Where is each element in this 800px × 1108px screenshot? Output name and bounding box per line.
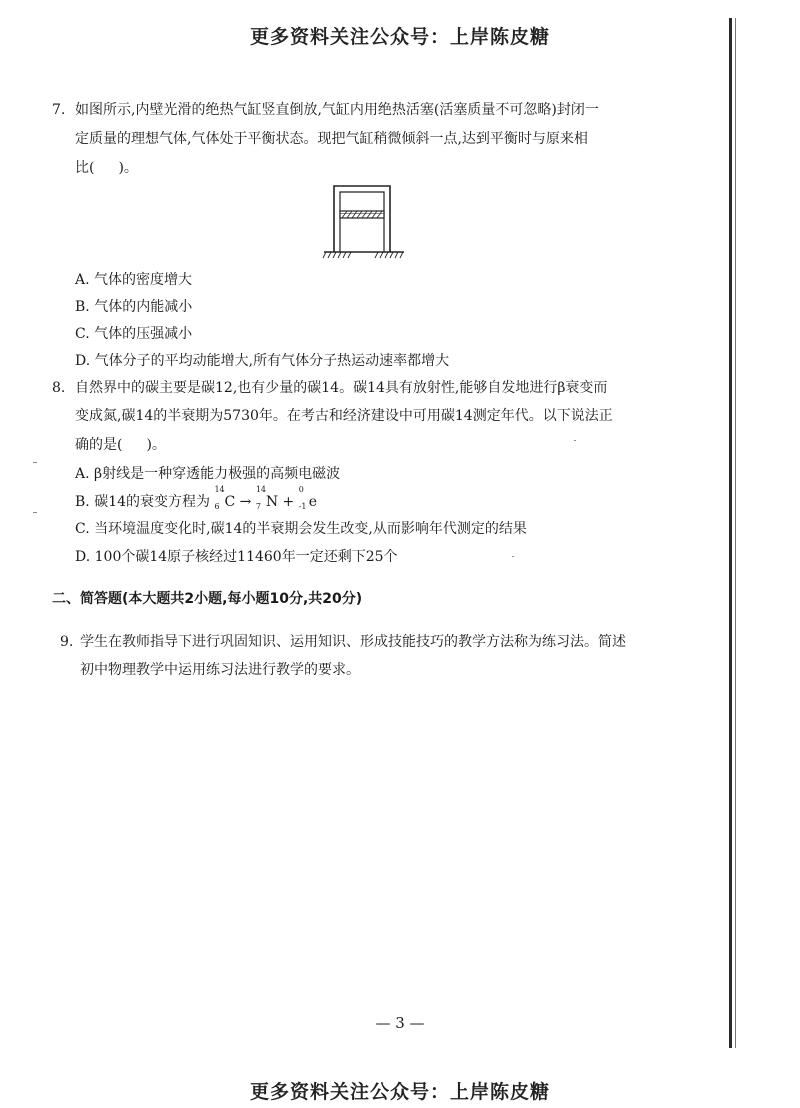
q8-option-b-text: B. 碳14的衰变方程为 (75, 494, 211, 510)
electron-nuclide: 0 -1 e (298, 485, 318, 511)
scan-speck (33, 462, 37, 463)
page-number: — 3 — (375, 1014, 425, 1032)
q8-line3 (75, 436, 166, 454)
q9-line1: 学生在教师指导下进行巩固知识、运用知识、形成技能技巧的教学方法称为练习法。简述 (80, 634, 626, 650)
bottom-banner: 更多资料关注公众号：上岸陈皮糖 (249, 1081, 550, 1103)
scan-speck (574, 440, 576, 441)
q9-line2: 初中物理教学中运用练习法进行教学的要求。 (80, 662, 360, 678)
q7-line3 (75, 159, 138, 177)
inverted-cylinder-diagram (322, 180, 406, 262)
q7-stem-open: 比( (75, 160, 95, 176)
plus-sign: + (282, 494, 295, 510)
scan-speck (33, 512, 37, 513)
ground-hatching (323, 252, 403, 258)
cylinder-inner-wall (340, 192, 384, 252)
q8-option-d: D. 100个碳14原子核经过11460年一定还剩下25个 (75, 549, 398, 565)
section-heading: 二、简答题(本大题共2小题,每小题10分,共20分) (52, 591, 363, 607)
cylinder-outer-wall (334, 186, 390, 252)
q7-stem-close: )。 (118, 160, 138, 176)
top-banner: 更多资料关注公众号：上岸陈皮糖 (249, 26, 550, 48)
q7-line2: 定质量的理想气体,气体处于平衡状态。现把气缸稍微倾斜一点,达到平衡时与原来相 (75, 131, 588, 147)
q7-line1: 如图所示,内壁光滑的绝热气缸竖直倒放,气缸内用绝热活塞(活塞质量不可忽略)封闭一 (75, 102, 599, 118)
q8-number: 8. (52, 380, 66, 396)
q7-option-d: D. 气体分子的平均动能增大,所有气体分子热运动速率都增大 (75, 353, 450, 369)
q8-stem-close: )。 (146, 437, 166, 453)
q8-line2: 变成氮,碳14的半衰期为5730年。在考古和经济建设中可用碳14测定年代。以下说法正 (75, 408, 613, 424)
q8-option-a: A. β射线是一种穿透能力极强的高频电磁波 (75, 466, 341, 482)
reaction-arrow: → (239, 494, 252, 510)
q9-number: 9. (60, 634, 74, 650)
q7-option-c: C. 气体的压强减小 (75, 326, 193, 342)
scan-edge-line-thin (735, 18, 736, 1048)
carbon-14-nuclide: 14 6 C (214, 485, 236, 511)
q8-option-b (75, 485, 318, 511)
scan-edge-line (729, 18, 732, 1048)
q7-number: 7. (52, 102, 66, 118)
q8-stem-open: 确的是( (75, 437, 123, 453)
q7-option-b: B. 气体的内能减小 (75, 299, 193, 315)
nitrogen-14-nuclide: 14 7 N (255, 485, 279, 511)
scan-speck (512, 556, 514, 557)
q8-line1: 自然界中的碳主要是碳12,也有少量的碳14。碳14具有放射性,能够自发地进行β衰变而 (75, 380, 608, 396)
q8-option-c: C. 当环境温度变化时,碳14的半衰期会发生改变,从而影响年代测定的结果 (75, 521, 527, 537)
q7-option-a: A. 气体的密度增大 (75, 272, 193, 288)
